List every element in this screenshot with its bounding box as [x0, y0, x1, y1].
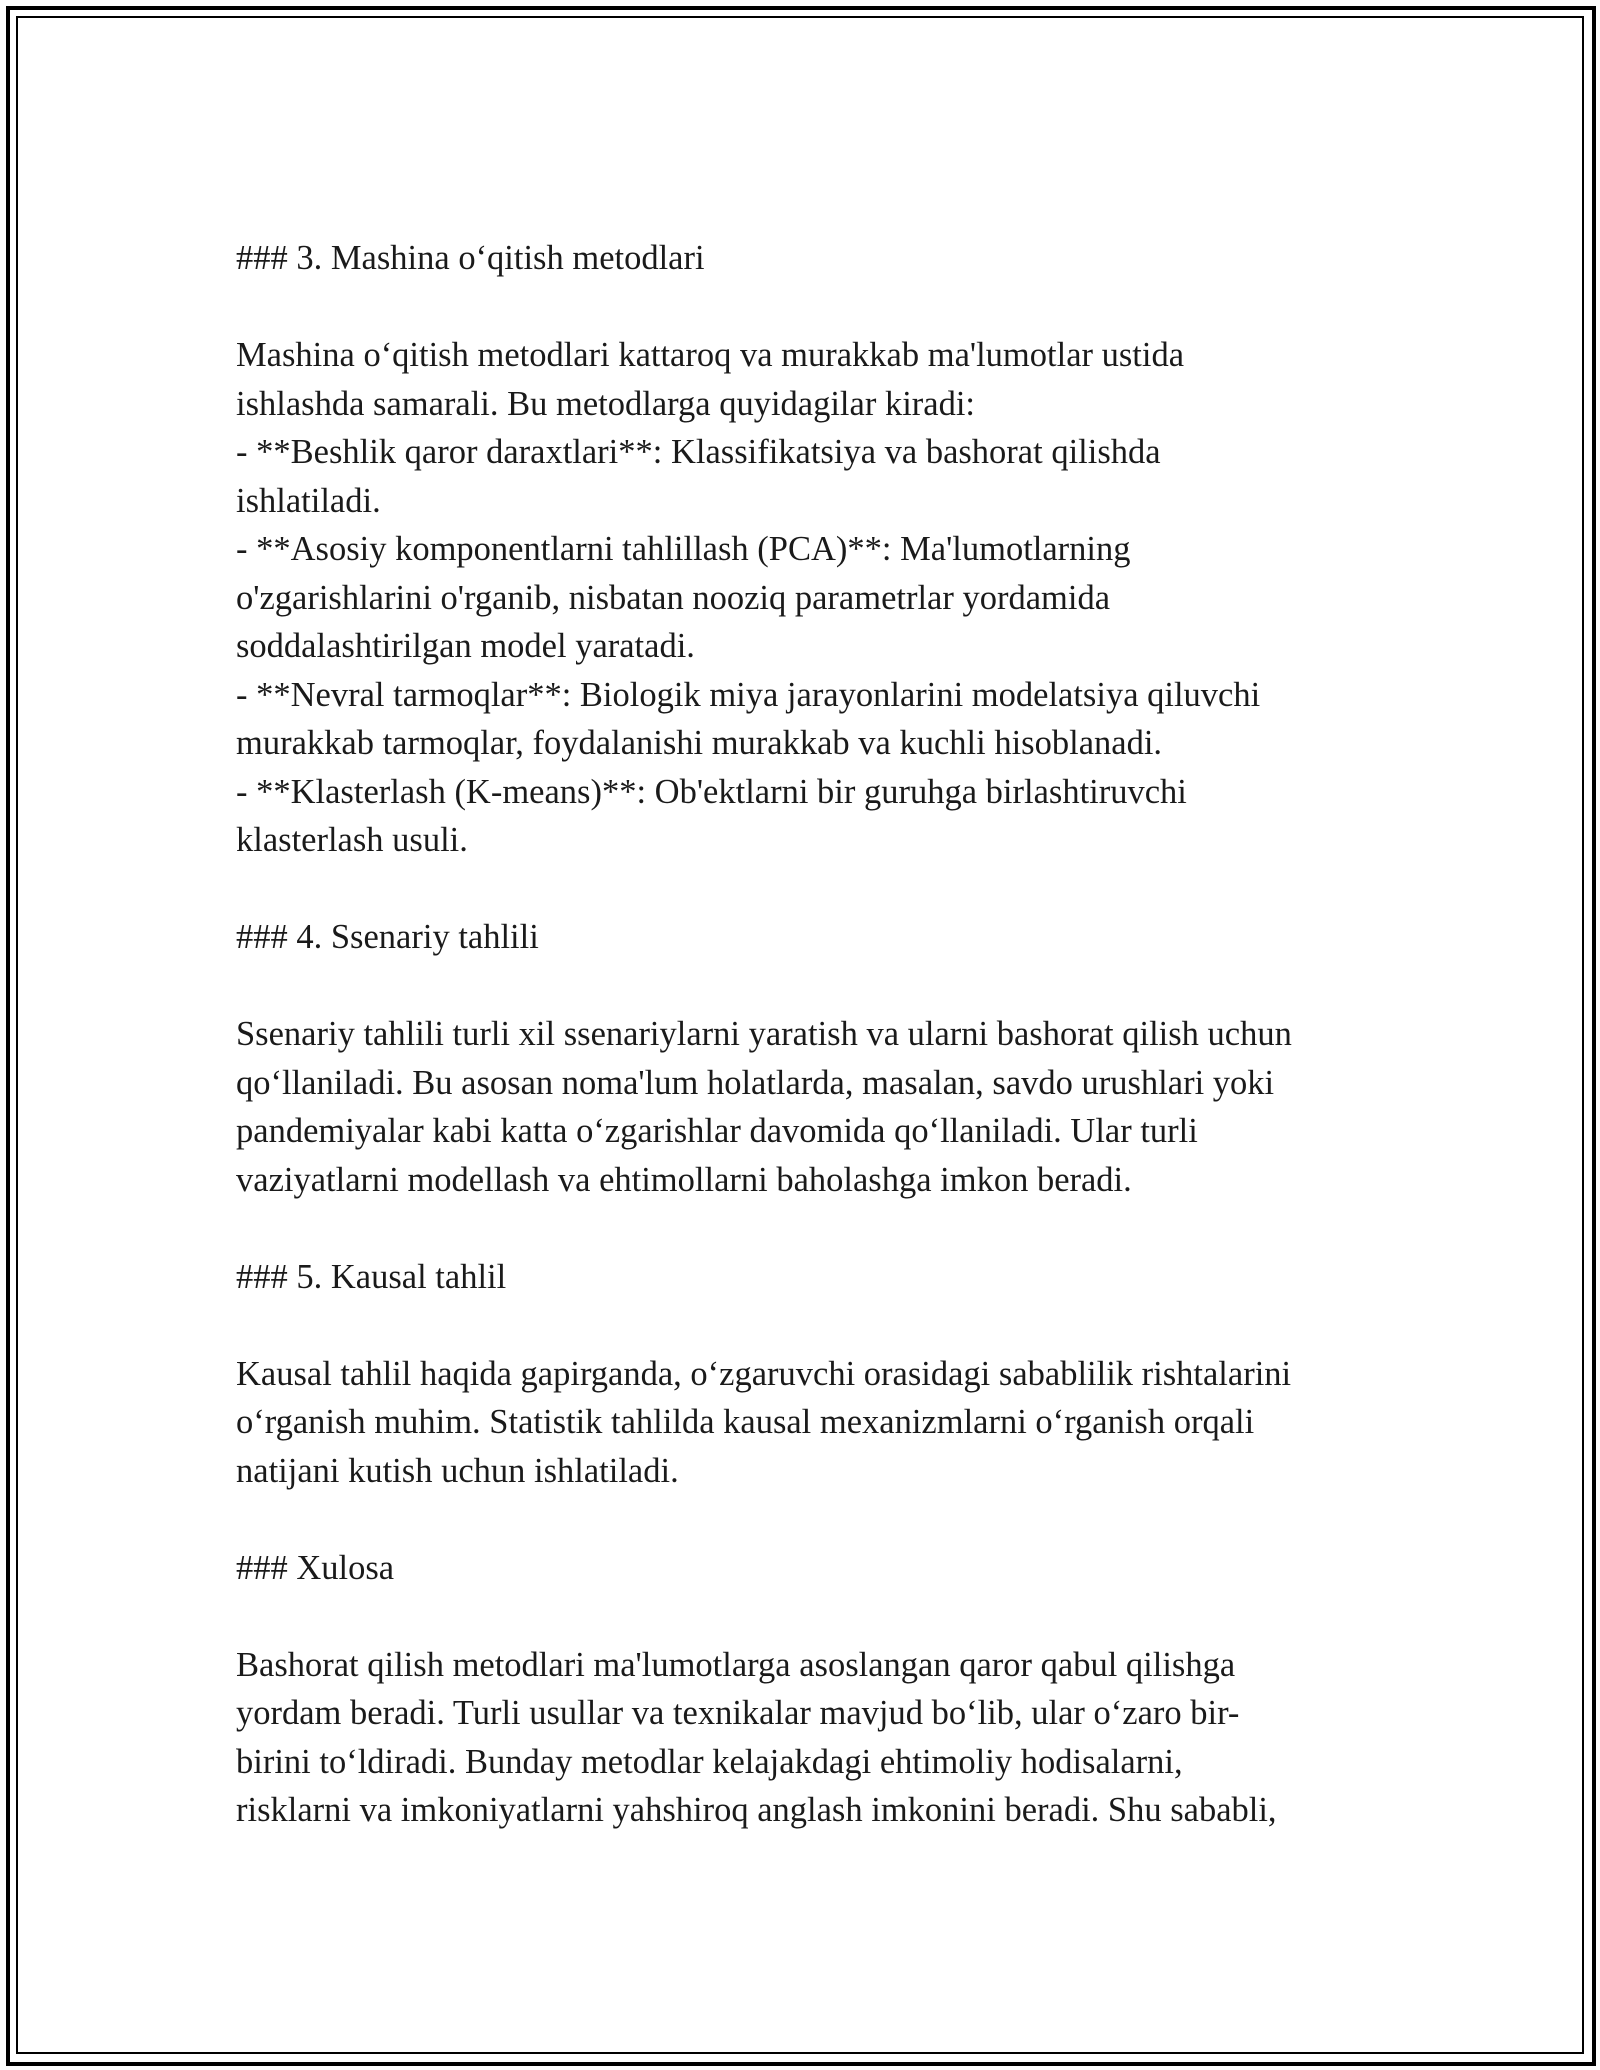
heading-mashina-oqitish: ### 3. Mashina o‘qitish metodlari	[236, 239, 705, 277]
paragraph-line: Ssenariy tahlili turli xil ssenariylarni yaratish va ularni bashorat qilish uchun	[236, 1015, 1292, 1053]
paragraph-line: pandemiyalar kabi katta o‘zgarishlar davomida qo‘llaniladi. Ular turli	[236, 1112, 1198, 1150]
list-item-line: murakkab tarmoqlar, foydalanishi murakkab va kuchli hisoblanadi.	[236, 724, 1163, 762]
list-item-line: soddalashtirilgan model yaratadi.	[236, 627, 695, 665]
heading-kausal-tahlil: ### 5. Kausal tahlil	[236, 1257, 507, 1296]
blank-line	[236, 1592, 1416, 1641]
list-item-line: ishlatiladi.	[236, 481, 381, 520]
blank-line	[236, 865, 1416, 914]
paragraph-line: Bashorat qilish metodlari ma'lumotlarga asoslangan qaror qabul qilishga	[236, 1645, 1236, 1684]
list-item-line: - **Beshlik qaror daraxtlari**: Klassifikatsiya va bashorat qilishda	[236, 433, 1161, 471]
document-body	[236, 234, 1416, 1835]
paragraph-line: yordam beradi. Turli usullar va texnikalar mavjud bo‘lib, ular o‘zaro bir-	[236, 1694, 1240, 1732]
paragraph-line: Mashina o‘qitish metodlari kattaroq va murakkab ma'lumotlar ustida	[236, 336, 1185, 374]
paragraph-line: vaziyatlarni modellash va ehtimollarni baholashga imkon beradi.	[236, 1160, 1132, 1199]
heading-ssenariy-tahlili: ### 4. Ssenariy tahlili	[236, 918, 539, 956]
paragraph-line: qo‘llaniladi. Bu asosan noma'lum holatlarda, masalan, savdo urushlari yoki	[236, 1063, 1275, 1102]
paragraph-line: ishlashda samarali. Bu metodlarga quyidagilar kiradi:	[236, 384, 976, 423]
paragraph-line: birini to‘ldiradi. Bunday metodlar kelajakdagi ehtimoliy hodisalarni,	[236, 1742, 1183, 1781]
paragraph-line: risklarni va imkoniyatlarni yahshiroq anglash imkonini beradi. Shu sababli,	[236, 1791, 1277, 1829]
paragraph-line: natijani kutish uchun ishlatiladi.	[236, 1451, 679, 1490]
paragraph-line: Kausal tahlil haqida gapirganda, o‘zgaruvchi orasidagi sabablilik rishtalarini	[236, 1354, 1292, 1393]
list-item-line: - **Klasterlash (K-means)**: Ob'ektlarni bir guruhga birlashtiruvchi	[236, 772, 1187, 811]
paragraph-line: o‘rganish muhim. Statistik tahlilda kausal mexanizmlarni o‘rganish orqali	[236, 1403, 1255, 1441]
heading-xulosa: ### Xulosa	[236, 1548, 395, 1587]
blank-line	[236, 1204, 1416, 1253]
blank-line	[236, 1301, 1416, 1350]
list-item-line: - **Nevral tarmoqlar**: Biologik miya jarayonlarini modelatsiya qiluvchi	[236, 675, 1261, 714]
list-item-line: - **Asosiy komponentlarni tahlillash (PCA)**: Ma'lumotlarning	[236, 530, 1131, 568]
blank-line	[236, 283, 1416, 332]
blank-line	[236, 1495, 1416, 1544]
list-item-line: o'zgarishlarini o'rganib, nisbatan nooziq parametrlar yordamida	[236, 578, 1111, 617]
list-item-line: klasterlash usuli.	[236, 821, 468, 859]
blank-line	[236, 962, 1416, 1011]
